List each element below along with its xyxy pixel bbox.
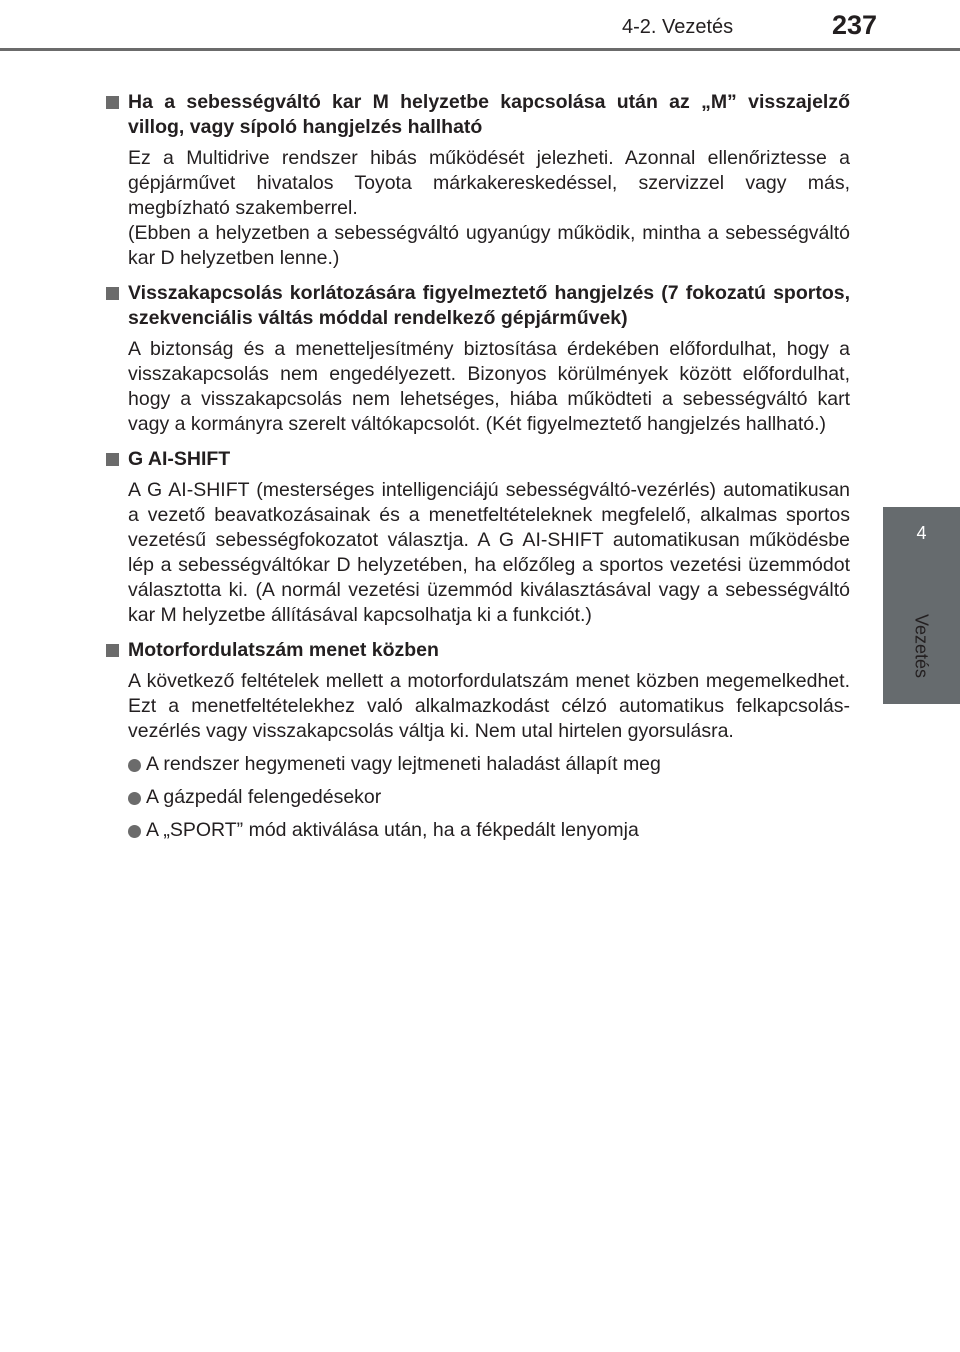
list-item-text: A „SPORT” mód aktiválása után, ha a fékpedált lenyomja <box>146 819 639 841</box>
list-item-text: A gázpedál felengedésekor <box>146 786 382 808</box>
square-bullet-icon <box>106 96 119 109</box>
section-heading-text: Visszakapcsolás korlátozására figyelmeztető hangjelzés (7 fokozatú sportos, szekvenciális váltás móddal rendelkező gépjárművek) <box>128 282 850 329</box>
round-bullet-icon <box>128 792 141 805</box>
chapter-tab-number: 4 <box>916 523 927 543</box>
section-m-indicator <box>104 90 850 271</box>
section-downshift-warning <box>104 281 850 437</box>
round-bullet-icon <box>128 759 141 772</box>
square-bullet-icon <box>106 644 119 657</box>
list-item-text: A rendszer hegymeneti vagy lejtmeneti haladást állapít meg <box>146 753 661 775</box>
round-bullet-icon <box>128 825 141 838</box>
section-heading-text: Ha a sebességváltó kar M helyzetbe kapcsolása után az „M” visszajelző villog, vagy sípoló hangjelzés hallható <box>128 91 850 138</box>
chapter-tab-label-box <box>903 606 939 686</box>
square-bullet-icon <box>106 287 119 300</box>
section-paragraph: Ez a Multidrive rendszer hibás működését jelezheti. Azonnal ellenőriztesse a gépjárművet hivatalos Toyota márkakereskedéssel, szervizzel vagy más, megbízható szakemberrel. <box>128 147 850 219</box>
section-paragraph: A G AI-SHIFT (mesterséges intelligenciájú sebességváltó-vezérlés) automatikusan a vezető beavatkozásainak és a menetfeltételeknek megfelelő, alkalmas sportos vezetésű sebességfokozatot választja. A G AI-SHIFT automatikusan működésbe lép a sebességváltókar D helyzetében, ha előzőleg a sportos vezetési üzemmódot választotta ki. (A normál vezetési üzemmód kiválasztásával vagy a sebességváltó kar M helyzetbe állításával kapcsolhatja ki a funkciót.) <box>128 479 850 626</box>
section-heading-text: G AI-SHIFT <box>128 448 231 470</box>
section-engine-speed <box>104 638 850 843</box>
section-g-ai-shift <box>104 447 850 628</box>
section-paragraph: A következő feltételek mellett a motorfordulatszám menet közben megemelkedhet. Ezt a menetfeltételekhez való alkalmazkodást célzó automatikus felkapcsolás-vezérlés vagy visszakapcsolás váltja ki. Nem utal hirtelen gyorsulásra. <box>128 670 850 742</box>
chapter-tab-label: Vezetés <box>911 613 932 679</box>
section-heading <box>104 638 850 663</box>
section-heading <box>104 447 850 472</box>
section-heading-text: Motorfordulatszám menet közben <box>128 639 439 661</box>
header-section-title: 4-2. Vezetés <box>622 16 734 38</box>
list-item <box>104 785 850 810</box>
square-bullet-icon <box>106 453 119 466</box>
page-content <box>104 90 850 853</box>
list-item <box>104 752 850 777</box>
header-divider <box>0 48 960 51</box>
list-item <box>104 818 850 843</box>
section-heading <box>104 90 850 140</box>
section-paragraph: A biztonság és a menetteljesítmény biztosítása érdekében előfordulhat, hogy a visszakapcsolás nem engedélyezett. Bizonyos körülmények között előfordulhat, hogy a visszakapcsolás nem lehetséges, hiába működteti a sebességváltó kart vagy a kormányra szerelt váltókapcsolót. (Két figyelmeztető hangjelzés hallható.) <box>128 338 850 435</box>
section-paragraph: (Ebben a helyzetben a sebességváltó ugyanúgy működik, mintha a sebességváltó kar D helyzetben lenne.) <box>128 222 850 269</box>
page-number: 237 <box>832 10 878 40</box>
section-heading <box>104 281 850 331</box>
